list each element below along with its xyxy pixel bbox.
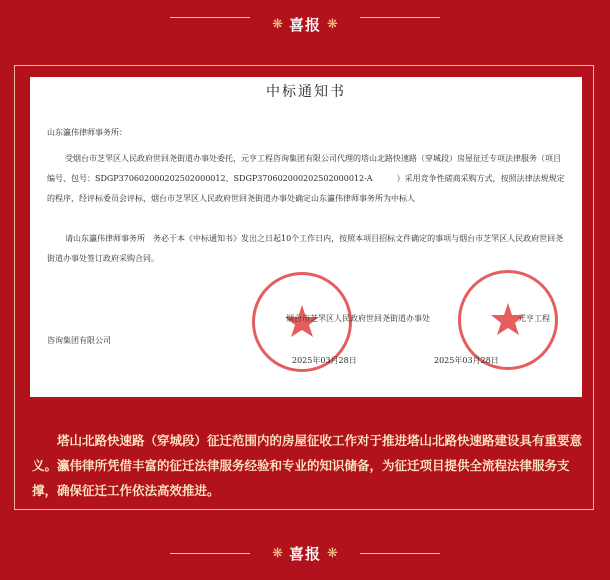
header-divider-left [170,17,250,18]
header-divider-right [360,17,440,18]
document-addressee: 山东瀛伟律师事务所： [47,128,127,137]
signatory-right-continued: 咨询集团有限公司 [47,336,111,345]
footer-divider-right [360,553,440,554]
summary-text: 塔山北路快速路（穿城段）征迁范围内的房屋征收工作对于推进塔山北路快速路建设具有重要意义。瀛伟律所凭借丰富的征迁法律服务经验和专业的知识储备，为征迁项目提供全流程法律服务支撑，确保征迁工作依法高效推进。 [32,433,583,498]
date-right: 2025年03月28日 [434,356,499,365]
date-left: 2025年03月28日 [292,356,357,365]
header-badge-label: 喜报 [288,15,321,34]
footer-badge-label: 喜报 [288,544,321,563]
signatory-left: 烟台市芝罘区人民政府世回尧街道办事处 [286,314,430,323]
footer-divider-left [170,553,250,554]
footer-badge [258,536,352,570]
document-paragraph-2: 请山东瀛伟律师事务所 务必于本《中标通知书》发出之日起10个工作日内，按照本项目招标文件确定的事项与烟台市芝罘区人民政府世回尧街道办事处签订政府采购合同。 [47,234,564,263]
award-notice-document [30,77,582,397]
flourish-left-icon: ❋ [272,545,283,561]
flourish-left-icon: ❋ [272,16,283,32]
flourish-right-icon: ❋ [327,16,338,32]
document-paragraph-1: 受烟台市芝罘区人民政府世回尧街道办事处委托，元亨工程咨询集团有限公司代理的塔山北路快速路（穿城段）房屋征迁专项法律服务（项目编号、包号：SDGP370602000202502000012、SDGP370602000202502000012-A ）采用竞争性磋商采购方式，按照法律法规规定的程序，经评标委员会评标，烟台市芝罘区人民政府世回尧街道办事处确定山东瀛伟律师事务所为中标人 [47,154,565,203]
document-title: 中标通知书 [266,84,346,100]
signatory-right: 元亨工程 [518,314,550,323]
flourish-right-icon: ❋ [327,545,338,561]
header-badge [258,7,352,41]
